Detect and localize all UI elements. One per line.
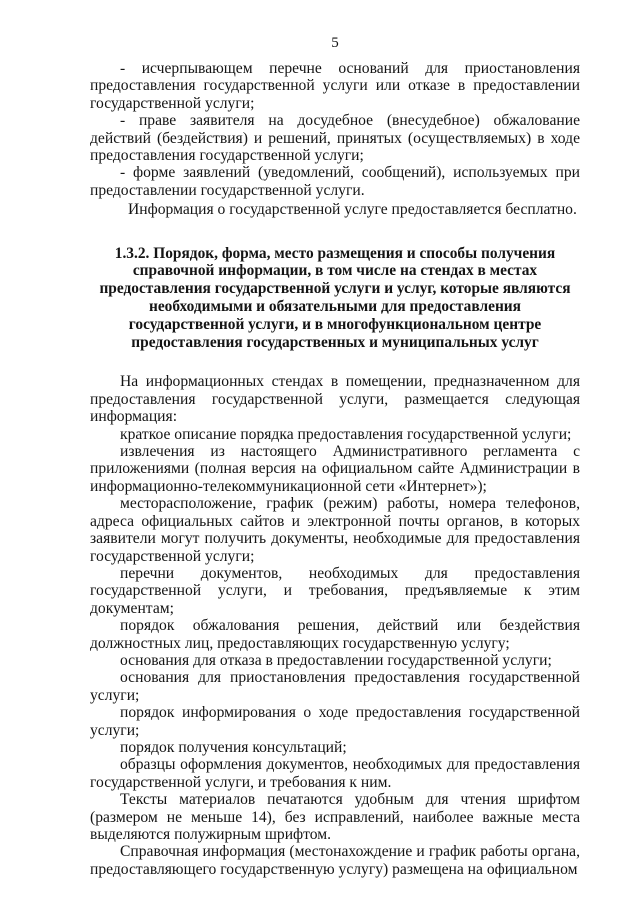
stands-list-item: порядок обжалования решения, действий или бездействия должностных лиц, предоставляющих государственную услугу; — [90, 617, 580, 652]
stands-list-item: перечни документов, необходимых для предоставления государственной услуги, и требования, предъявляемые к этим документам; — [90, 564, 580, 617]
document-page — [90, 34, 580, 878]
stands-list-item: порядок информирования о ходе предоставления государственной услуги; — [90, 704, 580, 739]
stands-list-item: образцы оформления документов, необходимых для предоставления государственной услуги, и требования к ним. — [90, 756, 580, 791]
stands-list-item: основания для отказа в предоставлении государственной услуги; — [120, 651, 552, 669]
font-note-paragraph: Тексты материалов печатаются удобным для чтения шрифтом (размером не меньше 14), без исправлений, наиболее важные места выделяются полужирным шрифтом. — [90, 791, 580, 843]
section-heading: 1.3.2. Порядок, форма, место размещения и способы получения справочной информации, в том числе на стендах в местах предоставления государственной услуги и услуг, которые являются необходимыми и обязательными для предоставления государственной услуги, и в многофункциональном центре предоставления государственных и муниципальных услуг — [99, 244, 571, 351]
intro-item: - исчерпывающем перечне оснований для приостановления предоставления государственной услуги или отказе в предоставлении государственной услуги; — [90, 60, 580, 112]
intro-list — [90, 60, 580, 199]
stands-list — [90, 426, 580, 792]
stands-intro-paragraph: На информационных стендах в помещении, предназначенном для предоставления государственной услуги, размещается следующая информация: — [90, 373, 580, 426]
stands-list-item: краткое описание порядка предоставления государственной услуги; — [120, 425, 572, 443]
stands-list-item: порядок получения консультаций; — [120, 738, 347, 756]
page-number: 5 — [331, 35, 339, 51]
stands-list-item: извлечения из настоящего Административного регламента с приложениями (полная версия на официальном сайте Администрации в информационно-телекоммуникационной сети «Интернет»); — [90, 443, 580, 495]
free-info-paragraph: Информация о государственной услуге предоставляется бесплатно. — [128, 201, 577, 219]
intro-item: - праве заявителя на досудебное (внесудебное) обжалование действий (бездействия) и решений, принятых (осуществляемых) в ходе предоставления государственной услуги; — [90, 112, 580, 165]
stands-list-item: основания для приостановления предоставления государственной услуги; — [90, 669, 580, 704]
stands-list-item: месторасположение, график (режим) работы, номера телефонов, адреса официальных сайтов и электронной почты органов, в которых заявители могут получить документы, необходимые для предоставления государственной услуги; — [90, 495, 580, 565]
intro-item: - форме заявлений (уведомлений, сообщений), используемых при предоставлении государственной услуги. — [90, 164, 580, 199]
reference-info-paragraph: Справочная информация (местонахождение и график работы органа, предоставляющего государственную услугу) размещена на официальном — [90, 843, 580, 878]
